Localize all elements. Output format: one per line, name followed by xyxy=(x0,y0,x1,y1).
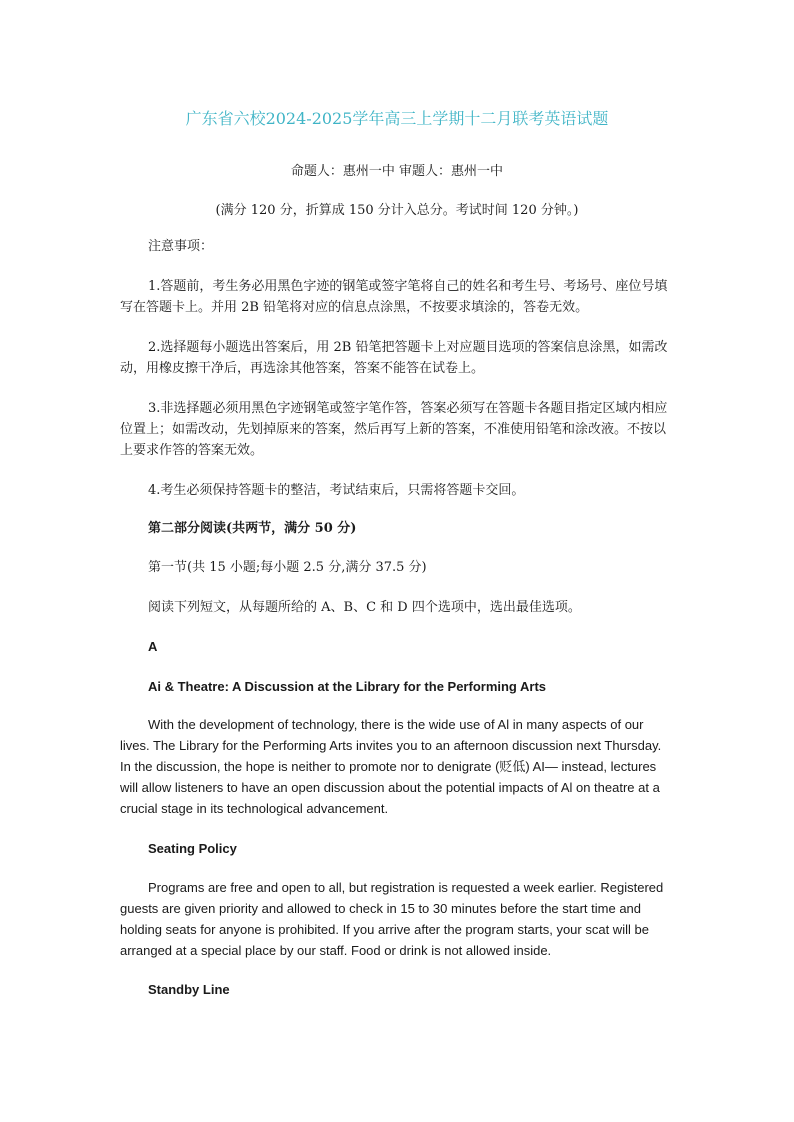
notice-item: 4.考生必须保持答题卡的整洁，考试结束后，只需将答题卡交回。 xyxy=(148,483,525,498)
notice-heading: 注意事项： xyxy=(148,239,214,254)
section-heading: 第一节(共 15 小题;每小题 2.5 分,满分 37.5 分) xyxy=(148,560,427,575)
page-title: 广东省六校2024-2025学年高三上学期十二月联考英语试题 xyxy=(185,109,609,128)
authors-line: 命题人：惠州一中 审题人：惠州一中 xyxy=(290,164,504,179)
seating-heading: Seating Policy xyxy=(148,841,237,856)
standby-heading: Standby Line xyxy=(148,982,230,997)
instructions: 阅读下列短文，从每题所给的 A、B、C 和 D 四个选项中，选出最佳选项。 xyxy=(148,600,581,615)
seating-text: Programs are free and open to all, but registration is requested a week earlier. Registered guests are given priority and allowed to check in 15 to 30 minutes before the start time and holding seats for anyone is prohibited. If you arrive after the program starts, your scat will be arranged at a special place by our staff. Food or drink is not allowed inside. xyxy=(120,880,664,958)
score-note: (满分 120 分，折算成 150 分计入总分。考试时间 120 分钟。) xyxy=(215,203,579,218)
passage-label: A xyxy=(148,639,158,654)
passage-title: Ai & Theatre: A Discussion at the Library for the Performing Arts xyxy=(148,679,547,694)
notice-item: 2.选择题每小题选出答案后，用 2B 铅笔把答题卡上对应题目选项的答案信息涂黑，如需改动，用橡皮擦干净后，再选涂其他答案，答案不能答在试卷上。 xyxy=(120,340,668,376)
part-heading: 第二部分阅读(共两节，满分 50 分) xyxy=(148,521,357,536)
passage-intro: With the development of technology, there is the wide use of Al in many aspects of our lives. The Library for the Performing Arts invites you to an afternoon discussion next Thursday. In the discussion, the hope is neither to promote nor to denigrate (贬低) AI— instead, lectures will allow listeners to have an open discussion about the potential impacts of Al on theatre at a crucial stage in its technological advancement. xyxy=(120,717,662,816)
notice-item: 1.答题前，考生务必用黑色字迹的钢笔或签字笔将自己的姓名和考生号、考场号、座位号填写在答题卡上。并用 2B 铅笔将对应的信息点涂黑，不按要求填涂的，答卷无效。 xyxy=(120,279,668,315)
notice-item: 3.非选择题必须用黑色字迹钢笔或签字笔作答，答案必须写在答题卡各题目指定区域内相应位置上；如需改动，先划掉原来的答案，然后再写上新的答案，不准使用铅笔和涂改液。不按以上要求作答的答案无效。 xyxy=(120,401,668,458)
